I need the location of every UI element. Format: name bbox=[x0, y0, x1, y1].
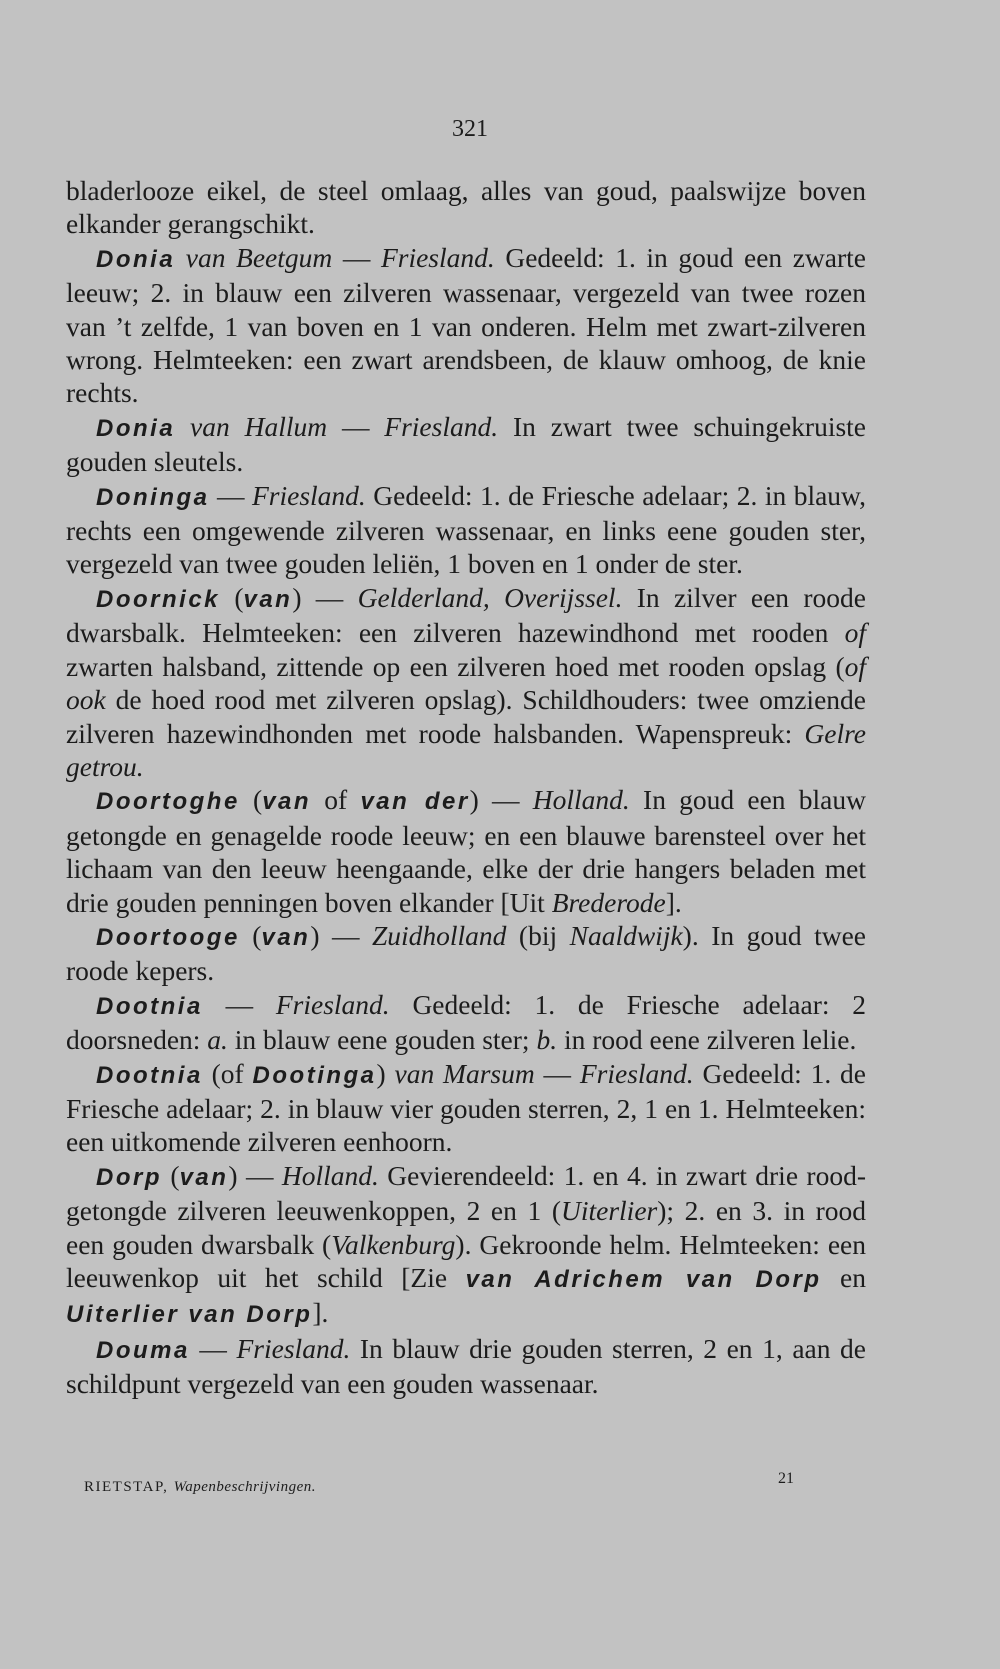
entry-text: Gedeeld: 1. de Friesche adelaar; 2. in blauw vier gouden sterren, 2, 1 en 1. Helmteeken: een uitkomende zilveren eenhoorn. bbox=[66, 1057, 866, 1158]
footer-line bbox=[84, 1479, 804, 1496]
entry-italic-text: Friesland. bbox=[380, 241, 495, 273]
entry-italic-text: of ook bbox=[66, 650, 866, 716]
entry-text: ) — bbox=[228, 1159, 282, 1191]
entry-doninga bbox=[66, 479, 866, 581]
entry-donia-hallum bbox=[66, 410, 866, 479]
entry-donia-beetgum bbox=[66, 241, 866, 410]
entry-text: Gedeeld: 1. in goud een zwarte leeuw; 2. in blauw een zilveren wassenaar, vergezeld van twee rozen van ’t zelfde, 1 van boven en 1 van onderen. Helm met zwart-zilveren wrong. Helmteeken: een zwart arendsbeen, de klauw omhoog, de knie rechts. bbox=[66, 241, 867, 409]
entry-heading: van bbox=[262, 788, 312, 816]
entry-text: en bbox=[821, 1262, 866, 1293]
entry-italic-text: Valkenburg bbox=[331, 1228, 456, 1260]
entry-heading: Dootinga bbox=[252, 1061, 377, 1089]
entry-text: bladerlooze eikel, de steel omlaag, alles van goud, paalswijze boven elkander gerangschikt. bbox=[66, 175, 866, 240]
entry-heading: van Adrichem van Dorp bbox=[465, 1266, 822, 1293]
entry-italic-text: Holland. bbox=[281, 1159, 379, 1191]
footer-author: RIETSTAP, bbox=[84, 1479, 169, 1495]
entry-italic-text: Friesland. bbox=[579, 1057, 694, 1089]
entry-italic-text: van Beetgum bbox=[185, 241, 333, 273]
entry-text: ]. bbox=[665, 886, 682, 918]
entry-heading: Uiterlier van Dorp bbox=[66, 1301, 313, 1329]
entry-text: of bbox=[311, 784, 361, 816]
entry-text: ). In goud twee roode kepers. bbox=[66, 919, 866, 987]
entry-text: ( bbox=[239, 919, 262, 951]
entry-text: — bbox=[534, 1057, 580, 1089]
entry-italic-text: van Hallum bbox=[190, 410, 328, 442]
footer-title: Wapenbeschrijvingen. bbox=[173, 1479, 316, 1495]
entry-text: Gevierendeeld: 1. en 4. in zwart drie rood-getongde zilveren leeuwenkoppen, 2 en 1 ( bbox=[66, 1159, 866, 1227]
entry-italic-text: Gelre getrou. bbox=[66, 717, 866, 782]
entry-text: ) bbox=[376, 1057, 395, 1089]
entry-text: — bbox=[332, 241, 381, 273]
entry-douma bbox=[66, 1332, 866, 1401]
entry-heading: Douma bbox=[96, 1336, 190, 1364]
entry-text: zwarten halsband, zittende op een zilveren hoed met rooden opslag ( bbox=[66, 650, 845, 682]
entry-text: In goud een blauw getongde en genagelde roode leeuw; en een blauwe barensteel over het lichaam van den leeuw heengaande, elke der drie hangers beladen met drie gouden penningen boven elkander [Uit bbox=[66, 784, 866, 918]
entry-text: — bbox=[209, 479, 252, 511]
entry-text: in blauw eene gouden ster; bbox=[227, 1024, 537, 1056]
entry-heading: Doortooge bbox=[96, 923, 240, 951]
entry-text: — bbox=[189, 1332, 237, 1364]
entry-heading: Doortoghe bbox=[96, 788, 240, 816]
signature-mark: 21 bbox=[778, 1470, 794, 1487]
entry-italic-text: of bbox=[844, 617, 866, 649]
entry-text: In zilver een roode dwarsbalk. Helmteeken: een zilveren hazewindhond met rooden bbox=[66, 581, 866, 649]
entry-italic-text: Naaldwijk bbox=[569, 919, 683, 951]
entry-italic-text: Zuidholland bbox=[371, 919, 507, 951]
entry-heading: Doornick bbox=[96, 585, 221, 613]
entry-heading: Donia bbox=[96, 245, 176, 273]
entry-text: in rood eene zilveren lelie. bbox=[557, 1024, 857, 1056]
entry-italic-text: Friesland. bbox=[384, 410, 499, 442]
entry-italic-text: Holland. bbox=[532, 784, 630, 816]
entry-italic-text: Friesland. bbox=[275, 988, 390, 1020]
entry-text: — bbox=[327, 410, 385, 442]
entry-text bbox=[175, 411, 190, 442]
entry-text: ); 2. en 3. in rood een gouden dwarsbalk ( bbox=[66, 1195, 866, 1260]
entry-text: (of bbox=[202, 1057, 253, 1089]
entry-italic-text: Friesland. bbox=[236, 1332, 351, 1364]
entry-text: ]. bbox=[312, 1297, 329, 1329]
entry-heading: Doninga bbox=[96, 483, 210, 511]
entry-text: Gedeeld: 1. de Friesche adelaar; 2. in blauw, rechts een omgewende zilveren wassenaar, en links eene gouden ster, vergezeld van twee gouden leliën, 1 boven en 1 onder de ster. bbox=[66, 479, 866, 580]
entry-text: ( bbox=[220, 581, 244, 613]
entry-doortoghe bbox=[66, 783, 866, 919]
entry-text: ) — bbox=[469, 784, 533, 816]
entry-heading: Dootnia bbox=[96, 1061, 203, 1089]
entry-italic-text: b. bbox=[536, 1024, 558, 1056]
entry-italic-text: Friesland. bbox=[251, 479, 366, 511]
entry-heading: Donia bbox=[96, 414, 176, 442]
entry-text: In zwart twee schuingekruiste gouden sleutels. bbox=[66, 410, 867, 478]
entry-text: ) — bbox=[310, 919, 372, 951]
entry-text: In blauw drie gouden sterren, 2 en 1, aan de schildpunt vergezeld van een gouden wassenaar. bbox=[66, 1332, 867, 1400]
entry-text: ( bbox=[162, 1159, 180, 1191]
entry-italic-text: Gelderland, Overijssel. bbox=[357, 581, 623, 613]
entry-heading: van bbox=[179, 1163, 229, 1191]
entry-italic-text: a. bbox=[207, 1024, 228, 1056]
entry-text: ( bbox=[239, 784, 263, 816]
entry-heading: van bbox=[261, 923, 311, 951]
entry-text: ). Gekroonde helm. Helmteeken: een leeuwenkop uit het schild [Zie bbox=[66, 1228, 866, 1293]
entry-continuation bbox=[66, 174, 866, 241]
text-body bbox=[66, 174, 866, 1401]
entry-doortooge bbox=[66, 919, 866, 988]
entry-heading: Dootnia bbox=[96, 992, 203, 1020]
entry-doornick bbox=[66, 581, 866, 783]
entry-heading: van der bbox=[360, 788, 470, 816]
entry-italic-text: van Marsum bbox=[394, 1057, 535, 1089]
entry-text: — bbox=[202, 988, 276, 1020]
entry-heading: van bbox=[243, 585, 293, 613]
entry-dootnia-marsum bbox=[66, 1057, 866, 1159]
entry-italic-text: Uiterlier bbox=[560, 1195, 658, 1227]
page-number: 321 bbox=[452, 116, 488, 142]
entry-text: Gedeeld: 1. de Friesche adelaar: 2 doorsneden: bbox=[66, 988, 867, 1056]
entry-text: (bij bbox=[506, 919, 570, 951]
entry-text: ) — bbox=[292, 581, 358, 613]
entry-text: de hoed rood met zilveren opslag). Schildhouders: twee omziende zilveren hazewindhonden met roode halsbanden. Wapenspreuk: bbox=[66, 684, 866, 749]
entry-text bbox=[175, 242, 186, 273]
entry-dootnia bbox=[66, 988, 866, 1057]
entry-heading: Dorp bbox=[96, 1163, 162, 1191]
entry-dorp bbox=[66, 1159, 866, 1332]
entry-italic-text: Brederode bbox=[551, 886, 666, 918]
